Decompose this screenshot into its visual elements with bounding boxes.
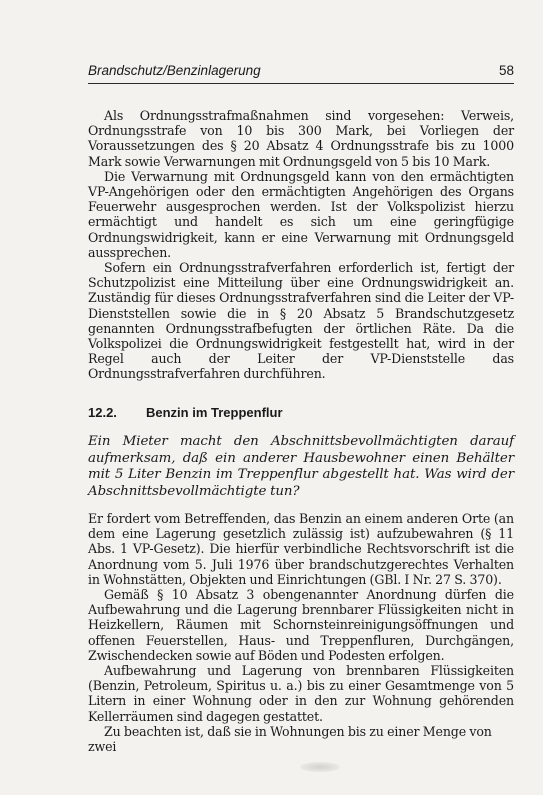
page-number: 58 [498, 63, 514, 78]
section-number: 12.2. [88, 405, 117, 420]
paragraph: Zu beachten ist, daß sie in Wohnungen bis zu einer Menge von zwei [88, 723, 492, 755]
paragraph: Er fordert vom Betreffenden, das Benzin an einem anderen Orte (an dem eine Lagerung gesetzlich zulässig ist) aufzubewahren (§ 11 Abs. 1 VP-Gesetz). Die hierfür verbindliche Rechtsvorschrift ist die Anordnung vom 5. Juli 1976 über brandschutzgerechtes Verhalten in Wohnstätten, Objekten und Einrichtungen (GBl. I Nr. 27 S. 370). [88, 511, 514, 587]
running-title: Brandschutz/Benzinlagerung [88, 63, 261, 78]
paragraph: Die Verwarnung mit Ordnungsgeld kann von den ermächtigten VP-Angehörigen oder den ermächtigten Angehörigen des Organs Feuerwehr ausgesprochen werden. Ist der Volkspolizist hierzu ermächtigt und handelt es sich um eine geringfügige Ordnungswidrigkeit, kann er eine Verwarnung mit Ordnungsgeld aussprechen. [88, 168, 514, 260]
text-block-bottom [88, 511, 514, 754]
section-title: Benzin im Treppenflur [146, 405, 283, 420]
header-rule [88, 83, 514, 84]
paragraph: Sofern ein Ordnungsstrafverfahren erforderlich ist, fertigt der Schutzpolizist eine Mitteilung über eine Ordnungswidrigkeit an. Zuständig für dieses Ordnungsstrafverfahren sind die Leiter der VP-Dienststellen sowie die in § 20 Absatz 5 Brandschutzgesetz genannten Ordnungsstrafbefugten der örtlichen Räte. Da die Volkspolizei die Ordnungswidrigkeit festgestellt hat, wird in der Regel auch der Leiter der VP-Dienststelle das Ordnungsstrafverfahren durchführen. [88, 260, 514, 382]
paragraph: Als Ordnungsstrafmaßnahmen sind vorgesehen: Verweis, Ordnungsstrafe von 10 bis 300 Mark, bei Vorliegen der Voraussetzungen des § 20 Absatz 4 Ordnungsstrafe bis zu 1000 Mark sowie Verwarnungen mit Ordnungsgeld von 5 bis 10 Mark. [88, 108, 514, 169]
paragraph: Aufbewahrung und Lagerung von brennbaren Flüssigkeiten (Benzin, Petroleum, Spiritus u. a.) bis zu einer Gesamtmenge von 5 Litern in einer Wohnung oder in den zur Wohnung gehörenden Kellerräumen sind dagegen gestattet. [88, 663, 514, 724]
question-text: Ein Mieter macht den Abschnittsbevollmächtigten darauf aufmerksam, daß ein anderer Hausbewohner einen Behälter mit 5 Liter Benzin im Treppenflur abgestellt hat. Was wird der Abschnittsbevollmächtigte tun? [88, 434, 514, 499]
paragraph: Gemäß § 10 Absatz 3 obengenannter Anordnung dürfen die Aufbewahrung und die Lagerung brennbarer Flüssigkeiten nicht in Heizkellern, Räumen mit Schornsteinreinigungsöffnungen und offenen Feuerstellen, Haus- und Treppenfluren, Durchgängen, Zwischendecken sowie auf Böden und Podesten erfolgen. [88, 587, 514, 663]
text-block-top [88, 108, 514, 382]
section-heading [88, 405, 514, 421]
print-smudge [300, 762, 340, 772]
running-head [88, 63, 514, 81]
